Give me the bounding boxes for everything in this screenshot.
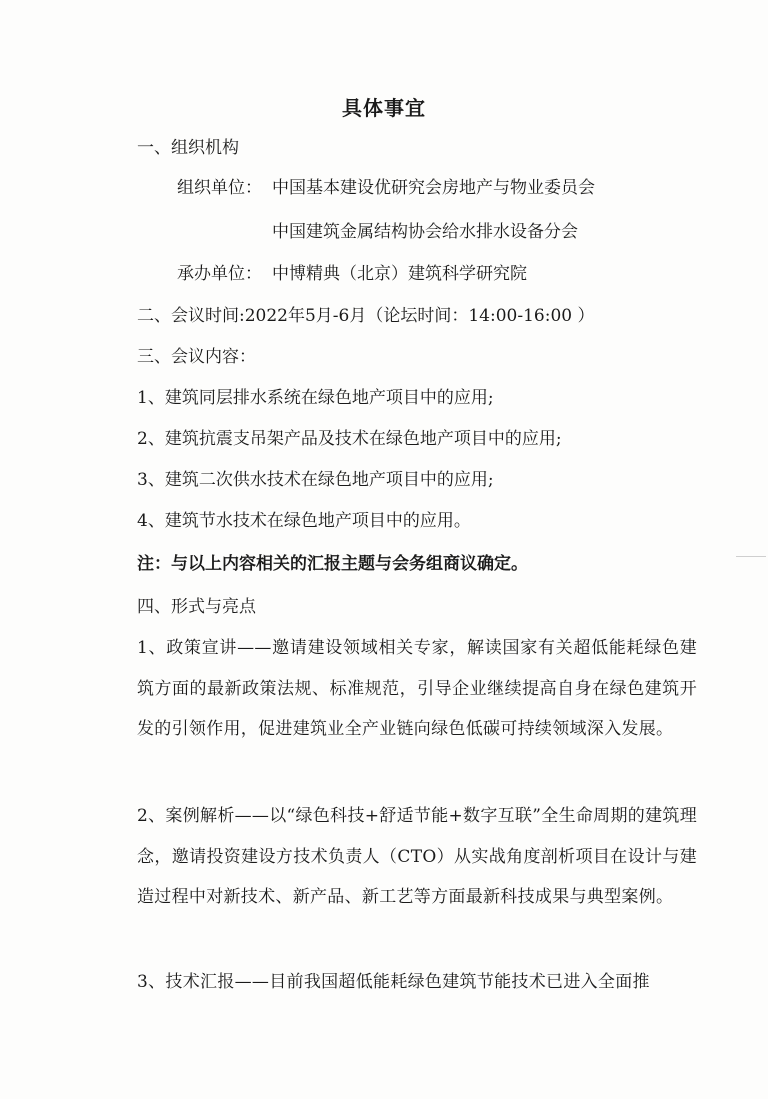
content-item: 1、建筑同层排水系统在绿色地产项目中的应用; bbox=[137, 388, 494, 408]
format-paragraph-tech: 3、技术汇报——目前我国超低能耗绿色建筑节能技术已进入全面推 bbox=[137, 972, 650, 992]
content-item: 4、建筑节水技术在绿色地产项目中的应用。 bbox=[137, 511, 471, 531]
meeting-time: 二、会议时间:2022年5月-6月（论坛时间：14:00-16:00 ） bbox=[137, 306, 595, 326]
document-title: 具体事宜 bbox=[342, 96, 426, 120]
section-heading-format: 四、形式与亮点 bbox=[137, 597, 256, 617]
organizer-label: 组织单位： bbox=[177, 178, 262, 198]
content-item: 3、建筑二次供水技术在绿色地产项目中的应用; bbox=[137, 470, 494, 490]
organizer-unit-2: 中国建筑金属结构协会给水排水设备分会 bbox=[272, 222, 578, 242]
format-paragraph-case: 2、案例解析——以“绿色科技+舒适节能+数字互联”全生命周期的建筑理念，邀请投资建设方技术负责人（CTO）从实战角度剖析项目在设计与建造过程中对新技术、新产品、新工艺等方面最新科技成果与典型案例。 bbox=[137, 806, 697, 907]
host-unit: 中博精典（北京）建筑科学研究院 bbox=[272, 264, 527, 284]
format-paragraph-policy: 1、政策宣讲——邀请建设领域相关专家，解读国家有关超低能耗绿色建筑方面的最新政策法规、标准规范，引导企业继续提高自身在绿色建筑开发的引领作用，促进建筑业全产业链向绿色低碳可持续领域深入发展。 bbox=[137, 638, 697, 739]
host-label: 承办单位： bbox=[177, 264, 262, 284]
scan-artifact bbox=[736, 556, 766, 557]
organizer-unit-1: 中国基本建设优研究会房地产与物业委员会 bbox=[272, 178, 595, 198]
note-text: 注：与以上内容相关的汇报主题与会务组商议确定。 bbox=[137, 554, 528, 574]
section-heading-content: 三、会议内容： bbox=[137, 347, 256, 367]
section-heading-organization: 一、组织机构 bbox=[137, 138, 239, 158]
content-item: 2、建筑抗震支吊架产品及技术在绿色地产项目中的应用; bbox=[137, 429, 562, 449]
